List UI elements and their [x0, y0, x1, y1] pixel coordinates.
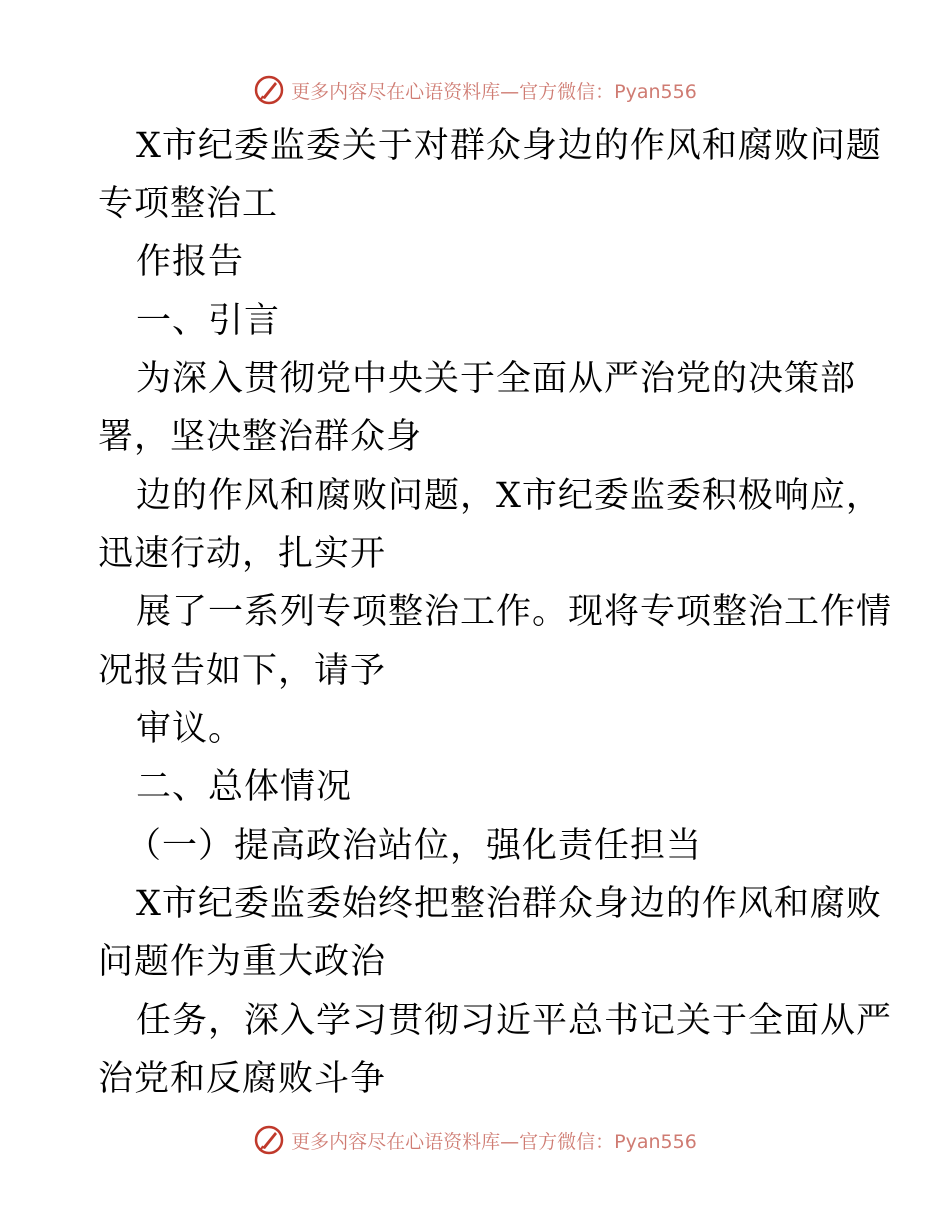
paragraph-line: 边的作风和腐败问题，X市纪委监委积极响应，	[136, 476, 882, 516]
feather-pen-logo-icon	[253, 1124, 285, 1156]
paragraph-line: 展了一系列专项整治工作。现将专项整治工作情	[136, 592, 893, 632]
paragraph-line: 任务，深入学习贯彻习近平总书记关于全面从严	[136, 1001, 893, 1041]
footer-banner-text: 更多内容尽在心语资料库—官方微信：Pyan556	[291, 1130, 697, 1153]
paragraph-line: X市纪委监委始终把整治群众身边的作风和腐败	[136, 884, 882, 924]
subheading-political-stance: （一）提高政治站位，强化责任担当	[126, 826, 703, 866]
paragraph-line: 况报告如下，请予	[98, 651, 387, 691]
paragraph-line: 署，坚决整治群众身	[98, 417, 423, 457]
paragraph-line: 审议。	[136, 709, 245, 749]
paragraph-line: 治党和反腐败斗争	[98, 1059, 387, 1099]
title-line-3: 作报告	[136, 242, 245, 282]
title-line-2: 专项整治工	[98, 184, 279, 224]
feather-pen-logo-icon	[253, 74, 285, 106]
heading-introduction: 一、引言	[136, 301, 281, 341]
paragraph-line: 为深入贯彻党中央关于全面从严治党的决策部	[136, 359, 857, 399]
heading-overall-situation: 二、总体情况	[136, 767, 353, 807]
header-banner-text: 更多内容尽在心语资料库—官方微信：Pyan556	[291, 80, 697, 103]
paragraph-line: 问题作为重大政治	[98, 942, 387, 982]
footer-banner	[0, 1120, 950, 1160]
title-line-1: X市纪委监委关于对群众身边的作风和腐败问题	[136, 126, 882, 166]
paragraph-line: 迅速行动，扎实开	[98, 534, 387, 574]
header-banner	[0, 70, 950, 110]
